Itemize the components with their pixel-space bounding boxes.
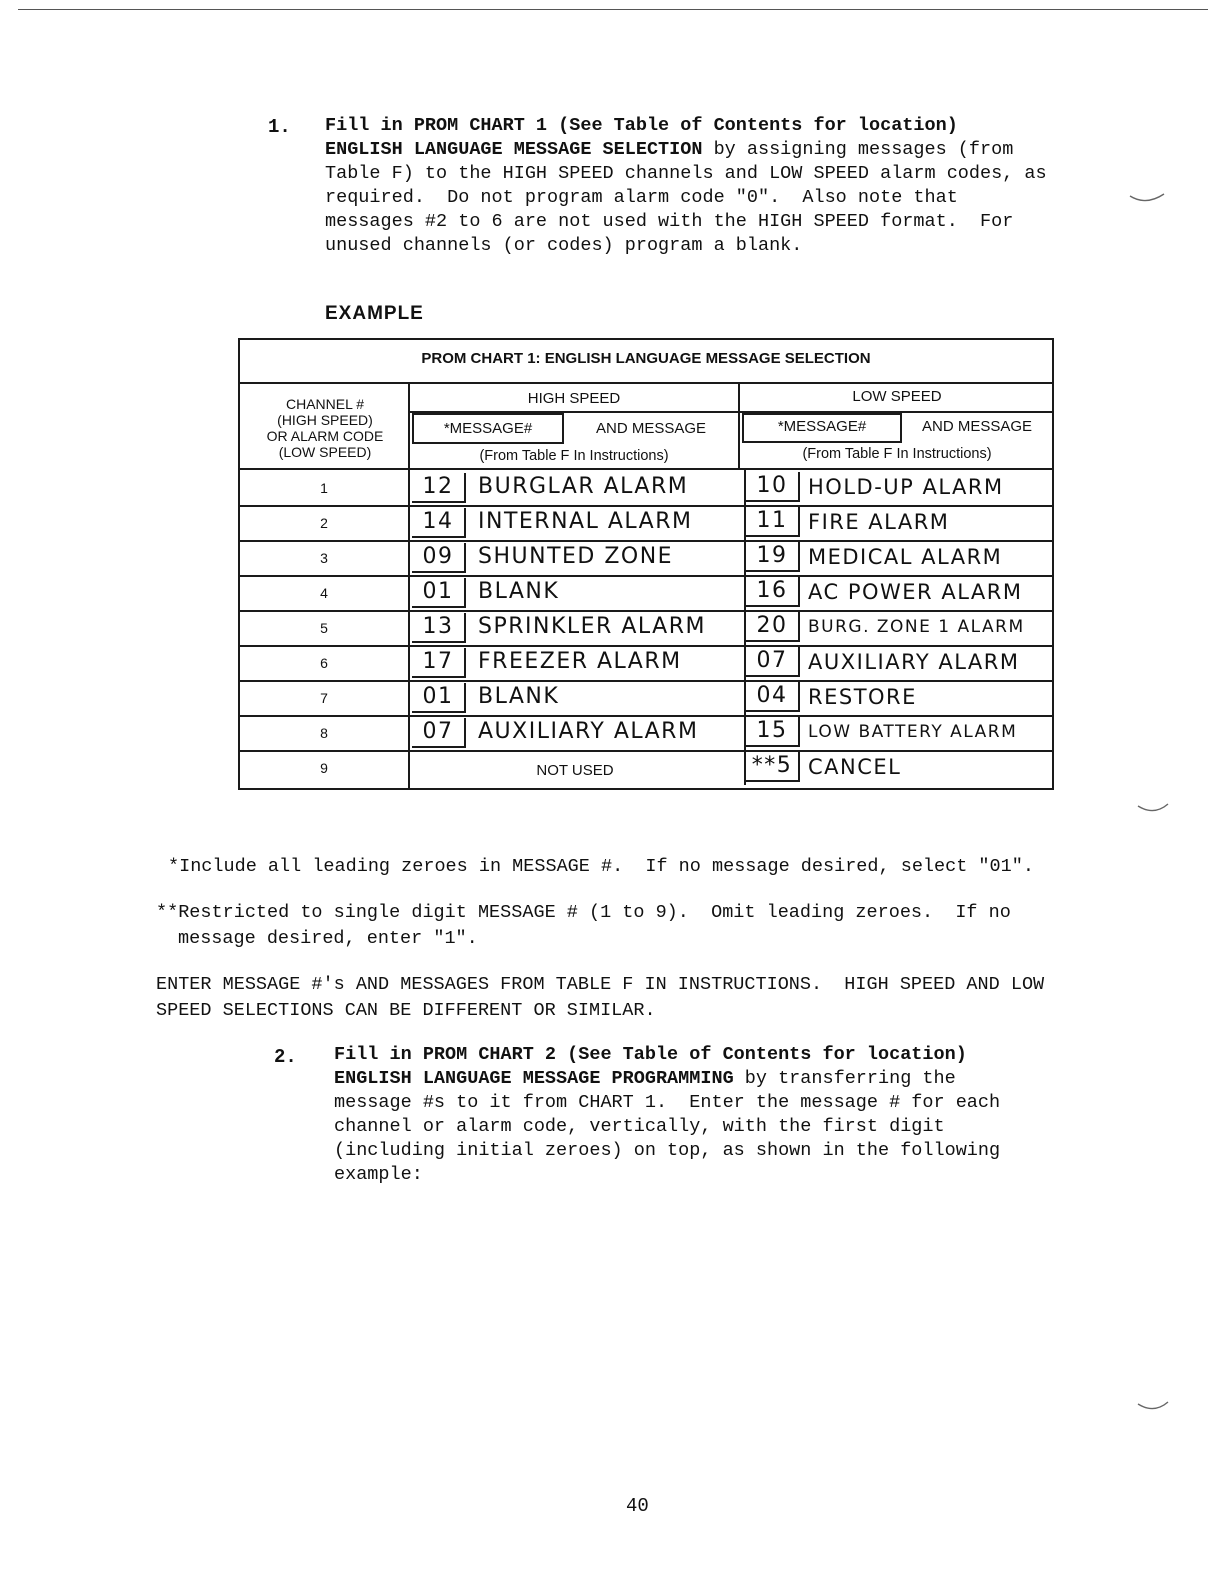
hs-message-number: 14 [412,508,466,538]
enter-instruction-line1: ENTER MESSAGE #'s AND MESSAGES FROM TABLE F IN INSTRUCTIONS. HIGH SPEED AND LOW [156,974,1045,995]
channel-number: 2 [320,515,328,531]
item-2-bold-line1: Fill in PROM CHART 2 (See Table of Contents for location) [334,1044,967,1065]
item-1-line6: unused channels (or codes) program a blank. [325,235,803,256]
ls-col-divider [744,505,746,540]
ls-message-text: BURG. ZONE 1 ALARM [808,617,1025,637]
title-divider [238,382,1054,384]
hs-from-table: (From Table F In Instructions) [479,448,669,464]
ls-msgnum-header: *MESSAGE# [777,418,867,435]
ls-message-number: 11 [746,507,800,537]
channel-header-line2: (HIGH SPEED) [277,412,373,428]
ls-message-number: 15 [746,717,800,747]
ls-col-divider [744,680,746,715]
hs-message-number: 01 [412,683,466,713]
hs-message-text: SHUNTED ZONE [478,544,674,569]
item-2-line5: (including initial zeroes) on top, as shown in the following [334,1140,1001,1161]
channel-number: 6 [320,655,328,671]
hs-and-message: AND MESSAGE [595,420,707,437]
ls-message-number: 19 [746,542,800,572]
hs-message-number: 09 [412,543,466,573]
prom-chart-1 [238,338,1054,790]
ls-message-number: 10 [746,472,800,502]
hs-message-number: 13 [412,613,466,643]
ls-from-table: (From Table F In Instructions) [802,446,992,462]
row-divider [240,540,1052,542]
chart-title: PROM CHART 1: ENGLISH LANGUAGE MESSAGE SELECTION [421,350,871,367]
hs-message-text: BURGLAR ALARM [478,474,689,499]
item-2-number: 2. [274,1046,297,1068]
hs-message-text: INTERNAL ALARM [478,509,693,534]
item-1-bold-line2: ENGLISH LANGUAGE MESSAGE SELECTION [325,139,703,160]
ls-message-text: CANCEL [808,755,902,779]
page-number: 40 [626,1495,649,1517]
item-1-text [325,114,1115,258]
channel-number: 3 [320,550,328,566]
channel-col-divider [408,382,410,790]
ls-col-divider [744,540,746,575]
ls-message-number: 16 [746,577,800,607]
low-speed-header: LOW SPEED [852,388,942,405]
ls-message-text: MEDICAL ALARM [808,545,1003,569]
ls-message-text: FIRE ALARM [808,510,950,534]
ls-col-divider [744,715,746,750]
hs-message-number: 12 [412,473,466,503]
ls-message-text: LOW BATTERY ALARM [808,722,1018,742]
ls-message-text: HOLD-UP ALARM [808,475,1004,499]
ls-col-divider [744,645,746,680]
ls-and-message: AND MESSAGE [921,418,1033,435]
header-bottom-rule [238,468,1054,470]
channel-number: 4 [320,585,328,601]
ls-message-text: RESTORE [808,685,917,709]
item-1-line2: by assigning messages (from [702,139,1014,160]
row-divider [240,610,1052,612]
row-divider [240,505,1052,507]
item-1-line4: required. Do not program alarm code "0". Also note that [325,187,958,208]
channel-header [240,396,410,460]
ls-message-number: 20 [746,612,800,642]
ls-message-number: 07 [746,647,800,677]
row-divider [240,575,1052,577]
not-used-label: NOT USED [536,762,614,779]
hs-message-text: BLANK [478,579,560,604]
channel-number: 1 [320,480,328,496]
row-divider [240,715,1052,717]
note-double-star-line2: message desired, enter "1". [178,928,478,949]
hs-message-number: 07 [412,718,466,748]
item-2-line3: message #s to it from CHART 1. Enter the message # for each [334,1092,1001,1113]
channel-number: 5 [320,620,328,636]
item-2-line6: example: [334,1164,423,1185]
item-2-line4: channel or alarm code, vertically, with the first digit [334,1116,945,1137]
enter-instruction-line2: SPEED SELECTIONS CAN BE DIFFERENT OR SIMILAR. [156,1000,656,1021]
top-rule [18,9,1208,10]
note-double-star-line1: **Restricted to single digit MESSAGE # (1 to 9). Omit leading zeroes. If no [156,902,1011,923]
margin-mark [1128,190,1168,210]
channel-number: 9 [320,760,328,776]
row-divider [240,680,1052,682]
hs-msgnum-header: *MESSAGE# [443,420,533,437]
item-2-bold-line2: ENGLISH LANGUAGE MESSAGE PROGRAMMING [334,1068,734,1089]
ls-message-number: **5 [746,752,800,782]
hs-message-text: FREEZER ALARM [478,649,682,674]
ls-message-text: AUXILIARY ALARM [808,650,1020,674]
hs-message-text: AUXILIARY ALARM [478,719,699,744]
item-2-line2: by transferring the [733,1068,956,1089]
hs-message-number: 01 [412,578,466,608]
note-single-star: *Include all leading zeroes in MESSAGE #. If no message desired, select "01". [168,856,1034,877]
item-1-number: 1. [268,116,291,138]
ls-message-text: AC POWER ALARM [808,580,1023,604]
item-1-bold-line1: Fill in PROM CHART 1 (See Table of Contents for location) [325,115,958,136]
item-1-line3: Table F) to the HIGH SPEED channels and LOW SPEED alarm codes, as [325,163,1047,184]
item-2-text [334,1043,1124,1187]
channel-header-line3: OR ALARM CODE [266,428,384,444]
ls-message-number: 04 [746,682,800,712]
row-divider [240,645,1052,647]
ls-col-divider [744,750,746,785]
high-speed-header: HIGH SPEED [527,390,621,407]
margin-mark [1136,800,1176,820]
example-heading: EXAMPLE [325,303,424,324]
item-1-line5: messages #2 to 6 are not used with the HIGH SPEED format. For [325,211,1014,232]
channel-number: 8 [320,725,328,741]
margin-mark [1136,1398,1176,1418]
ls-col-divider [744,575,746,610]
hs-message-text: BLANK [478,684,560,709]
hs-message-text: SPRINKLER ALARM [478,614,706,639]
ls-col-divider [744,470,746,505]
hs-message-number: 17 [412,648,466,678]
ls-col-divider [744,610,746,645]
channel-header-line1: CHANNEL # [285,396,365,412]
row-divider [240,750,1052,752]
channel-number: 7 [320,690,328,706]
channel-header-line4: (LOW SPEED) [278,444,372,460]
